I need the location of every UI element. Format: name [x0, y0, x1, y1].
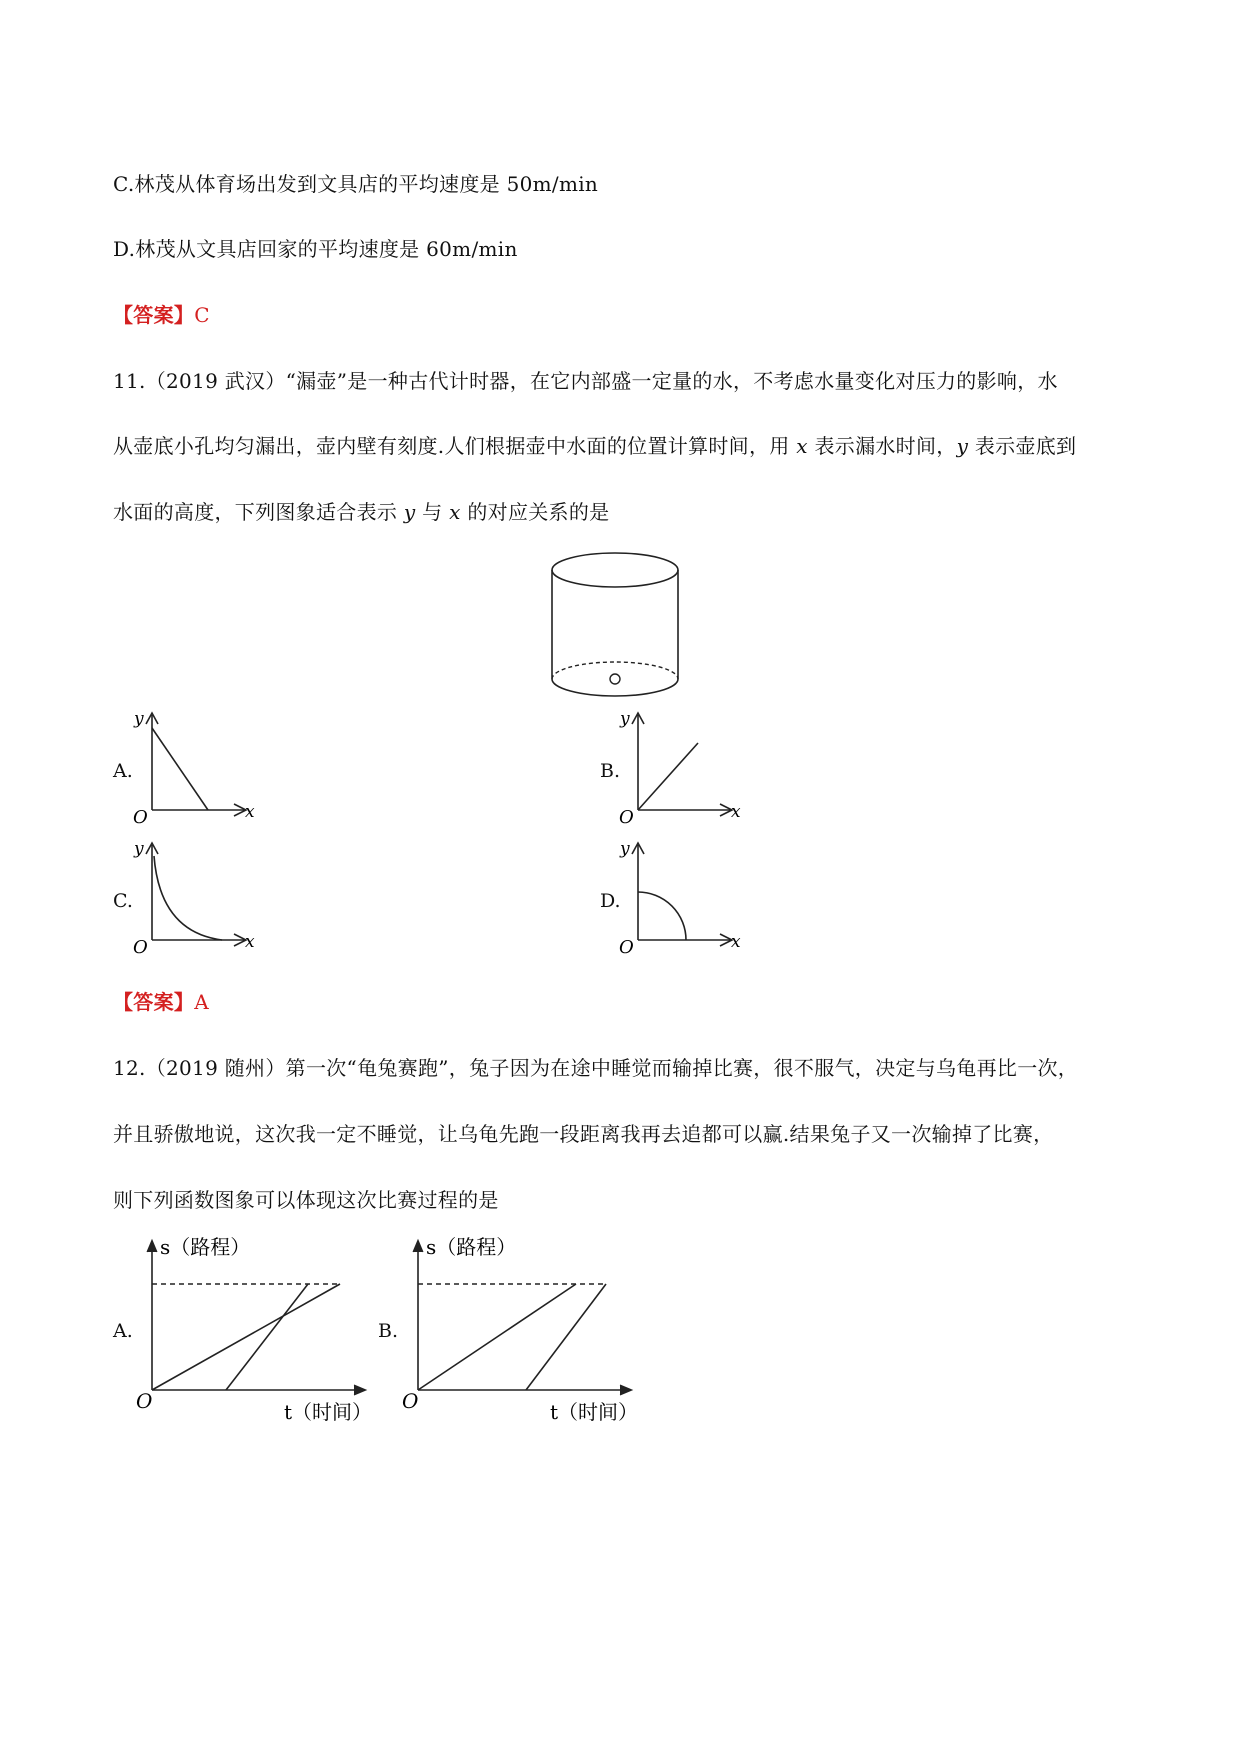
x-axis-label: x — [731, 802, 741, 822]
x-axis-label: x — [245, 932, 255, 952]
q11-line-1: 11.（2019 武汉）“漏壶”是一种古代计时器，在它内部盛一定量的水，不考虑水量变化对压力的影响，水 — [113, 369, 1058, 393]
q12-line-2: 并且骄傲地说，这次我一定不睡觉，让乌龟先跑一段距离我再去追都可以赢.结果兔子又一次输掉了比赛， — [113, 1122, 1054, 1146]
answer-label: 【答案】 — [113, 303, 195, 327]
t-axis-label: t（时间） — [284, 1400, 373, 1424]
cylinder-bottom-front — [552, 679, 678, 696]
origin-label: O — [133, 807, 148, 828]
cylinder-bottom-back — [552, 662, 678, 679]
x-axis-label: x — [731, 932, 741, 952]
graph-d-curve — [638, 892, 686, 940]
q12-line-1: 12.（2019 随州）第一次“龟兔赛跑”，兔子因为在途中睡觉而输掉比赛，很不服气，决定与乌龟再比一次， — [113, 1056, 1079, 1080]
y-axis-label: y — [620, 709, 630, 729]
origin-label: O — [133, 937, 148, 958]
answer-value: C — [194, 303, 210, 327]
cylinder-top — [552, 553, 678, 587]
origin-label: O — [136, 1389, 153, 1413]
graph-c-curve — [154, 856, 222, 940]
tortoise-line — [152, 1284, 340, 1390]
answer-value: A — [194, 990, 209, 1014]
rabbit-line — [526, 1284, 606, 1390]
s-axis-label: s（路程） — [160, 1235, 251, 1259]
s-axis-label: s（路程） — [426, 1235, 517, 1259]
q11-graph-a — [130, 710, 260, 830]
origin-label: O — [619, 937, 634, 958]
q11-line-3: 水面的高度，下列图象适合表示 y 与 x 的对应关系的是 — [113, 500, 610, 524]
origin-label: O — [619, 807, 634, 828]
rabbit-line — [226, 1284, 308, 1390]
q11-graph-d — [616, 840, 746, 960]
tortoise-line — [418, 1284, 576, 1390]
x-axis-label: x — [245, 802, 255, 822]
graph-b-line — [638, 743, 698, 810]
q11-option-c-label: C. — [113, 890, 133, 912]
y-axis-label: y — [134, 709, 144, 729]
q11-option-a-label: A. — [113, 760, 133, 782]
q12-line-3: 则下列函数图象可以体现这次比赛过程的是 — [113, 1188, 499, 1212]
q11-graph-b — [616, 710, 746, 830]
answer-label: 【答案】 — [113, 990, 195, 1014]
t-axis-label: t（时间） — [550, 1400, 639, 1424]
q11-line-2: 从壶底小孔均匀漏出，壶内壁有刻度.人们根据壶中水面的位置计算时间，用 x 表示漏水时间，y 表示壶底到 — [113, 434, 1077, 458]
q12-graph-b — [402, 1230, 642, 1424]
q11-graph-c — [130, 840, 260, 960]
water-clock-cylinder — [550, 550, 690, 700]
answer-q10 — [113, 303, 210, 327]
option-c-text: C.林茂从体育场出发到文具店的平均速度是 50m/min — [113, 172, 599, 196]
answer-q11 — [113, 990, 209, 1014]
q11-option-b-label: B. — [600, 760, 621, 782]
q11-option-d-label: D. — [600, 890, 621, 912]
q12-option-b-label: B. — [378, 1320, 399, 1342]
q12-graph-a — [136, 1230, 376, 1424]
origin-label: O — [402, 1389, 419, 1413]
graph-a-line — [152, 728, 208, 810]
y-axis-label: y — [134, 839, 144, 859]
y-axis-label: y — [620, 839, 630, 859]
option-d-text: D.林茂从文具店回家的平均速度是 60m/min — [113, 237, 518, 261]
q12-option-a-label: A. — [113, 1320, 133, 1342]
drain-hole — [610, 674, 620, 684]
